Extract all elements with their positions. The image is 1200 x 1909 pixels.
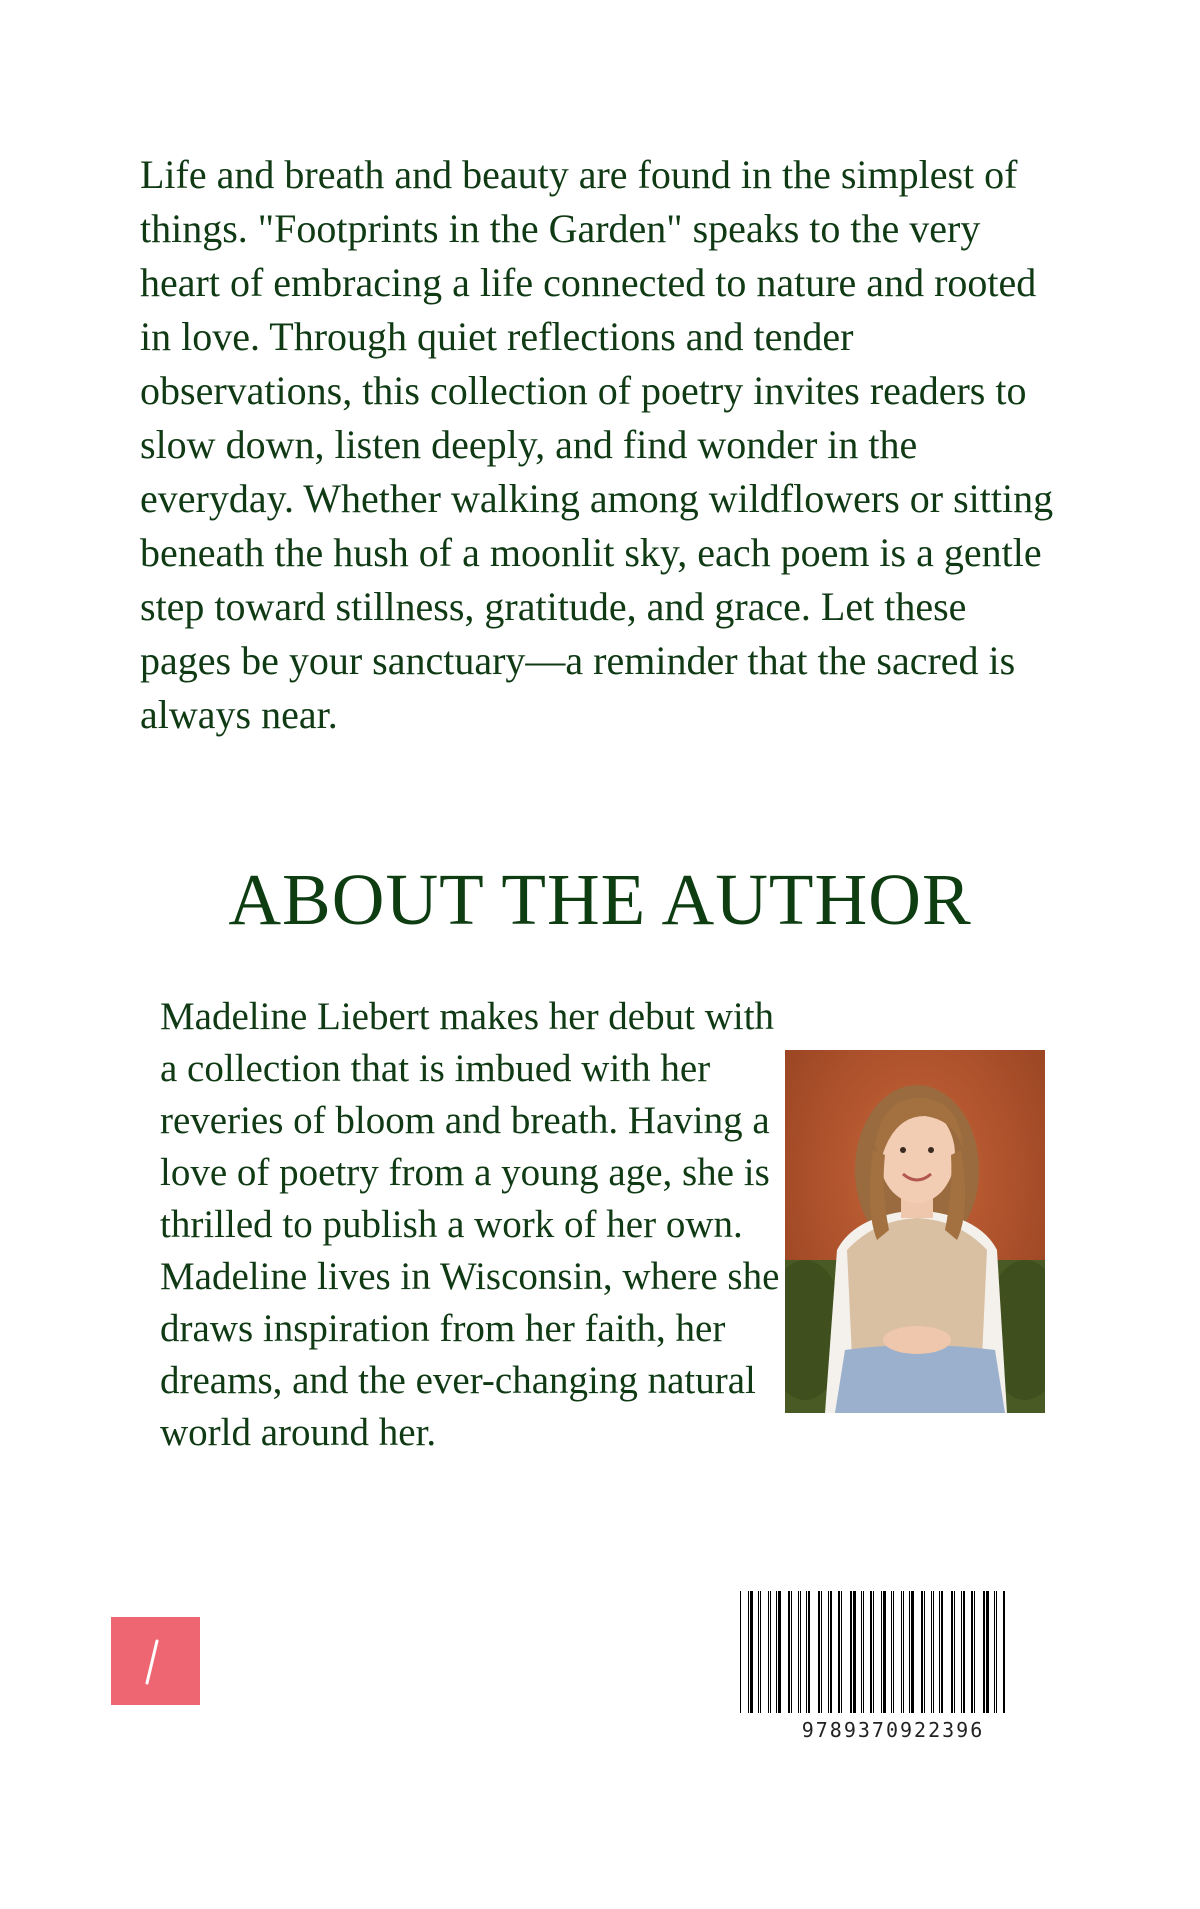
barcode-bar <box>740 1591 741 1713</box>
barcode-bar <box>776 1591 777 1713</box>
barcode-bar <box>891 1591 892 1713</box>
barcode-bar <box>800 1591 801 1713</box>
barcode-bar <box>986 1591 989 1713</box>
barcode-bar <box>931 1591 932 1713</box>
barcode-bar <box>828 1591 829 1713</box>
barcode-bar <box>870 1591 872 1713</box>
barcode-bar <box>909 1591 910 1713</box>
barcode-bar <box>961 1591 962 1713</box>
publisher-logo <box>111 1617 200 1705</box>
barcode-bar <box>838 1591 840 1713</box>
barcode-bar <box>841 1591 842 1713</box>
barcode-bar <box>903 1591 904 1713</box>
barcode-bar <box>951 1591 953 1713</box>
barcode-bar <box>750 1591 753 1713</box>
barcode-bar <box>850 1591 852 1713</box>
barcode-bar <box>770 1591 771 1713</box>
barcode-bar <box>911 1591 914 1713</box>
author-photo <box>785 1050 1045 1413</box>
barcode-bar <box>788 1591 790 1713</box>
about-the-author-heading: ABOUT THE AUTHOR <box>228 859 972 940</box>
barcode-bar <box>821 1591 822 1713</box>
barcode-bar <box>974 1591 975 1713</box>
barcode-bar <box>791 1591 792 1713</box>
barcode-bar <box>901 1591 902 1713</box>
book-blurb: Life and breath and beauty are found in the simplest of things. "Footprints in the Garden" speaks to the very heart of embracing a life connected to nature and rooted in love. Through quiet reflections and tender observations, this collection of poetry invites readers to slow down, listen deeply, and find wonder in the everyday. Whether walking among wildflowers or sitting beneath the hush of a moonlit sky, each poem is a gentle step toward stillness, gratitude, and grace. Let these pages be your sanctuary—a reminder that the sacred is always near. <box>140 152 1054 737</box>
barcode-bar <box>798 1591 799 1713</box>
barcode-bar <box>881 1591 882 1713</box>
barcode-bar <box>983 1591 985 1713</box>
barcode-bar <box>921 1591 923 1713</box>
barcode-bar <box>861 1591 862 1713</box>
barcode-bar <box>941 1591 943 1713</box>
barcode-bar <box>994 1591 995 1713</box>
barcode-bar <box>808 1591 810 1713</box>
barcode-bar <box>830 1591 832 1713</box>
barcode-bar <box>863 1591 864 1713</box>
barcode-bar <box>963 1591 965 1713</box>
barcode-image <box>738 1591 1048 1713</box>
barcode-bar <box>1003 1591 1005 1713</box>
barcode-bar <box>806 1591 807 1713</box>
barcode-bar <box>818 1591 820 1713</box>
barcode-bar <box>996 1591 997 1713</box>
barcode-bar <box>760 1591 761 1713</box>
barcode-bar <box>768 1591 769 1713</box>
barcode-bar <box>971 1591 973 1713</box>
barcode-bar <box>758 1591 759 1713</box>
barcode-bar <box>893 1591 894 1713</box>
author-bio: Madeline Liebert makes her debut with a collection that is imbued with her reveries of bloom and breath. Having a love of poetry from a young age, she is thrilled to publish a work of her own. Madeline lives in Wisconsin, where she draws inspiration from her faith, her dreams, and the ever-changing natural world around her. <box>160 995 780 1454</box>
barcode-bar <box>748 1591 749 1713</box>
barcode-bar <box>954 1591 955 1713</box>
barcode-bar <box>873 1591 874 1713</box>
barcode-bar <box>924 1591 925 1713</box>
barcode-bar <box>933 1591 934 1713</box>
barcode-bar <box>853 1591 856 1713</box>
isbn-number: 9789370922396 <box>801 1718 985 1742</box>
barcode-bar <box>883 1591 886 1713</box>
barcode-bar <box>778 1591 781 1713</box>
barcode-bar <box>939 1591 940 1713</box>
